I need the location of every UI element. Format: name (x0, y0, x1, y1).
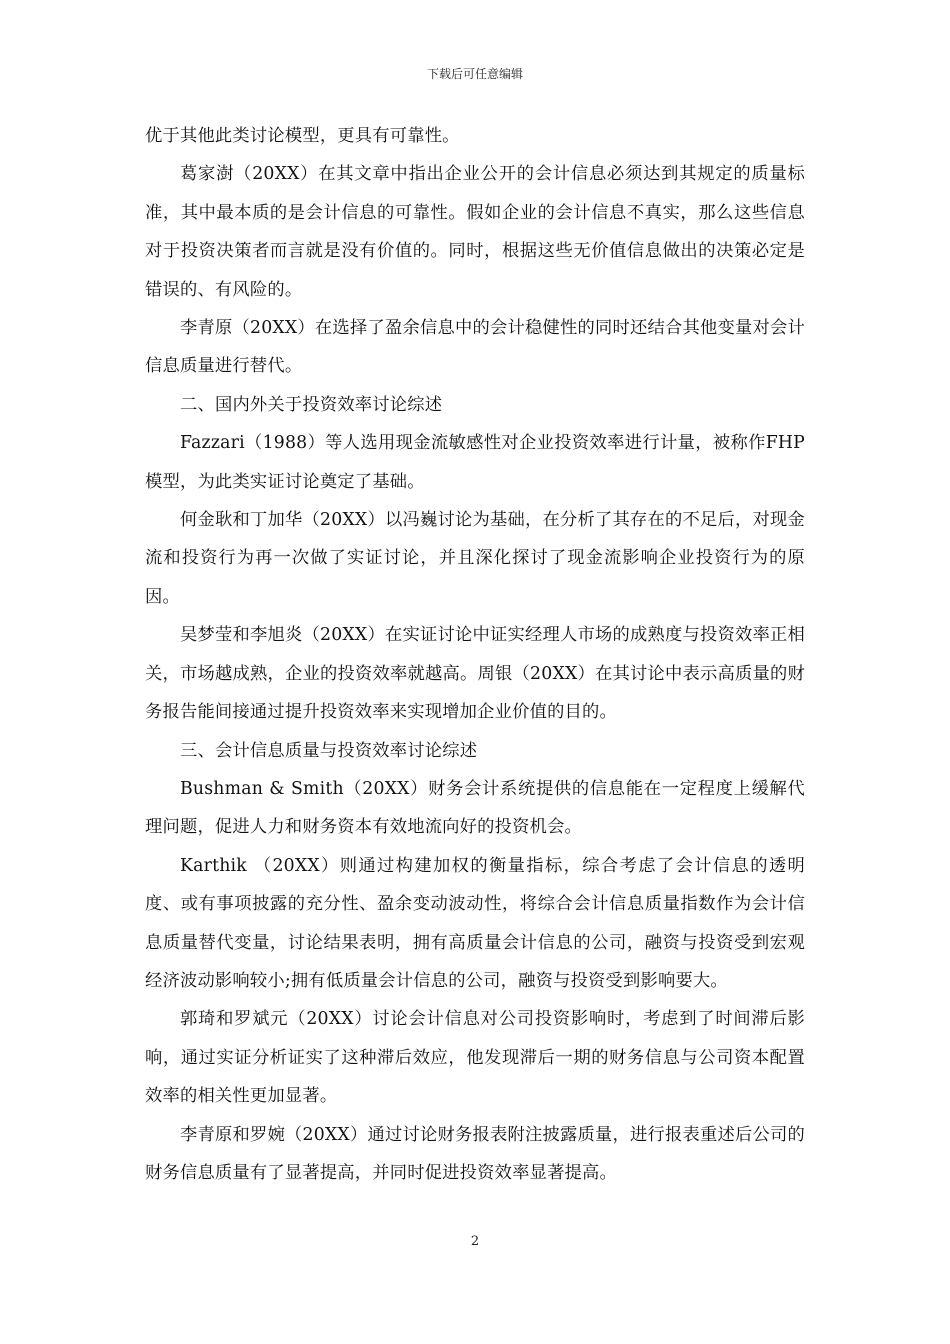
body-paragraph: 吴梦莹和李旭炎（20XX）在实证讨论中证实经理人市场的成熟度与投资效率正相关，市场越成熟，企业的投资效率就越高。周银（20XX）在其讨论中表示高质量的财务报告能间接通过提升投资效率来实现增加企业价值的目的。 (145, 625, 805, 723)
body-paragraph: 郭琦和罗斌元（20XX）讨论会计信息对公司投资影响时，考虑到了时间滞后影响，通过实证分析证实了这种滞后效应，他发现滞后一期的财务信息与公司资本配置效率的相关性更加显著。 (145, 1009, 805, 1107)
section-heading: 二、国内外关于投资效率讨论综述 (180, 394, 443, 415)
page-header: 下载后可任意编辑 (426, 67, 523, 81)
section-heading: 三、会计信息质量与投资效率讨论综述 (180, 740, 478, 761)
body-paragraph: 李青原（20XX）在选择了盈余信息中的会计稳健性的同时还结合其他变量对会计信息质量进行替代。 (145, 318, 805, 377)
page-number: 2 (470, 1234, 480, 1249)
body-paragraph: 何金耿和丁加华（20XX）以冯巍讨论为基础，在分析了其存在的不足后，对现金流和投资行为再一次做了实证讨论，并且深化探讨了现金流影响企业投资行为的原因。 (145, 510, 805, 607)
body-paragraph-continuation: 优于其他此类讨论模型，更具有可靠性。 (145, 126, 460, 146)
body-paragraph: Bushman & Smith（20XX）财务会计系统提供的信息能在一定程度上缓解代理问题，促进人力和财务资本有效地流向好的投资机会。 (145, 778, 805, 838)
body-paragraph: Karthik （20XX）则通过构建加权的衡量指标，综合考虑了会计信息的透明度、或有事项披露的充分性、盈余变动波动性，将综合会计信息质量指数作为会计信息质量替代变量，讨论结果表明，拥有高质量会计信息的公司，融资与投资受到宏观经济波动影响较小;拥有低质量会计信息的公司，融资与投资受到影响要大。 (145, 855, 805, 991)
body-paragraph: 李青原和罗婉（20XX）通过讨论财务报表附注披露质量，进行报表重述后公司的财务信息质量有了显著提高，并同时促进投资效率显著提高。 (145, 1124, 805, 1183)
body-paragraph: Fazzari（1988）等人选用现金流敏感性对企业投资效率进行计量，被称作FHP模型，为此类实证讨论奠定了基础。 (145, 433, 805, 492)
document-body (145, 117, 805, 1192)
body-paragraph: 葛家澍（20XX）在其文章中指出企业公开的会计信息必须达到其规定的质量标准，其中最本质的是会计信息的可靠性。假如企业的会计信息不真实，那么这些信息对于投资决策者而言就是没有价值的。同时，根据这些无价值信息做出的决策必定是错误的、有风险的。 (145, 164, 805, 300)
